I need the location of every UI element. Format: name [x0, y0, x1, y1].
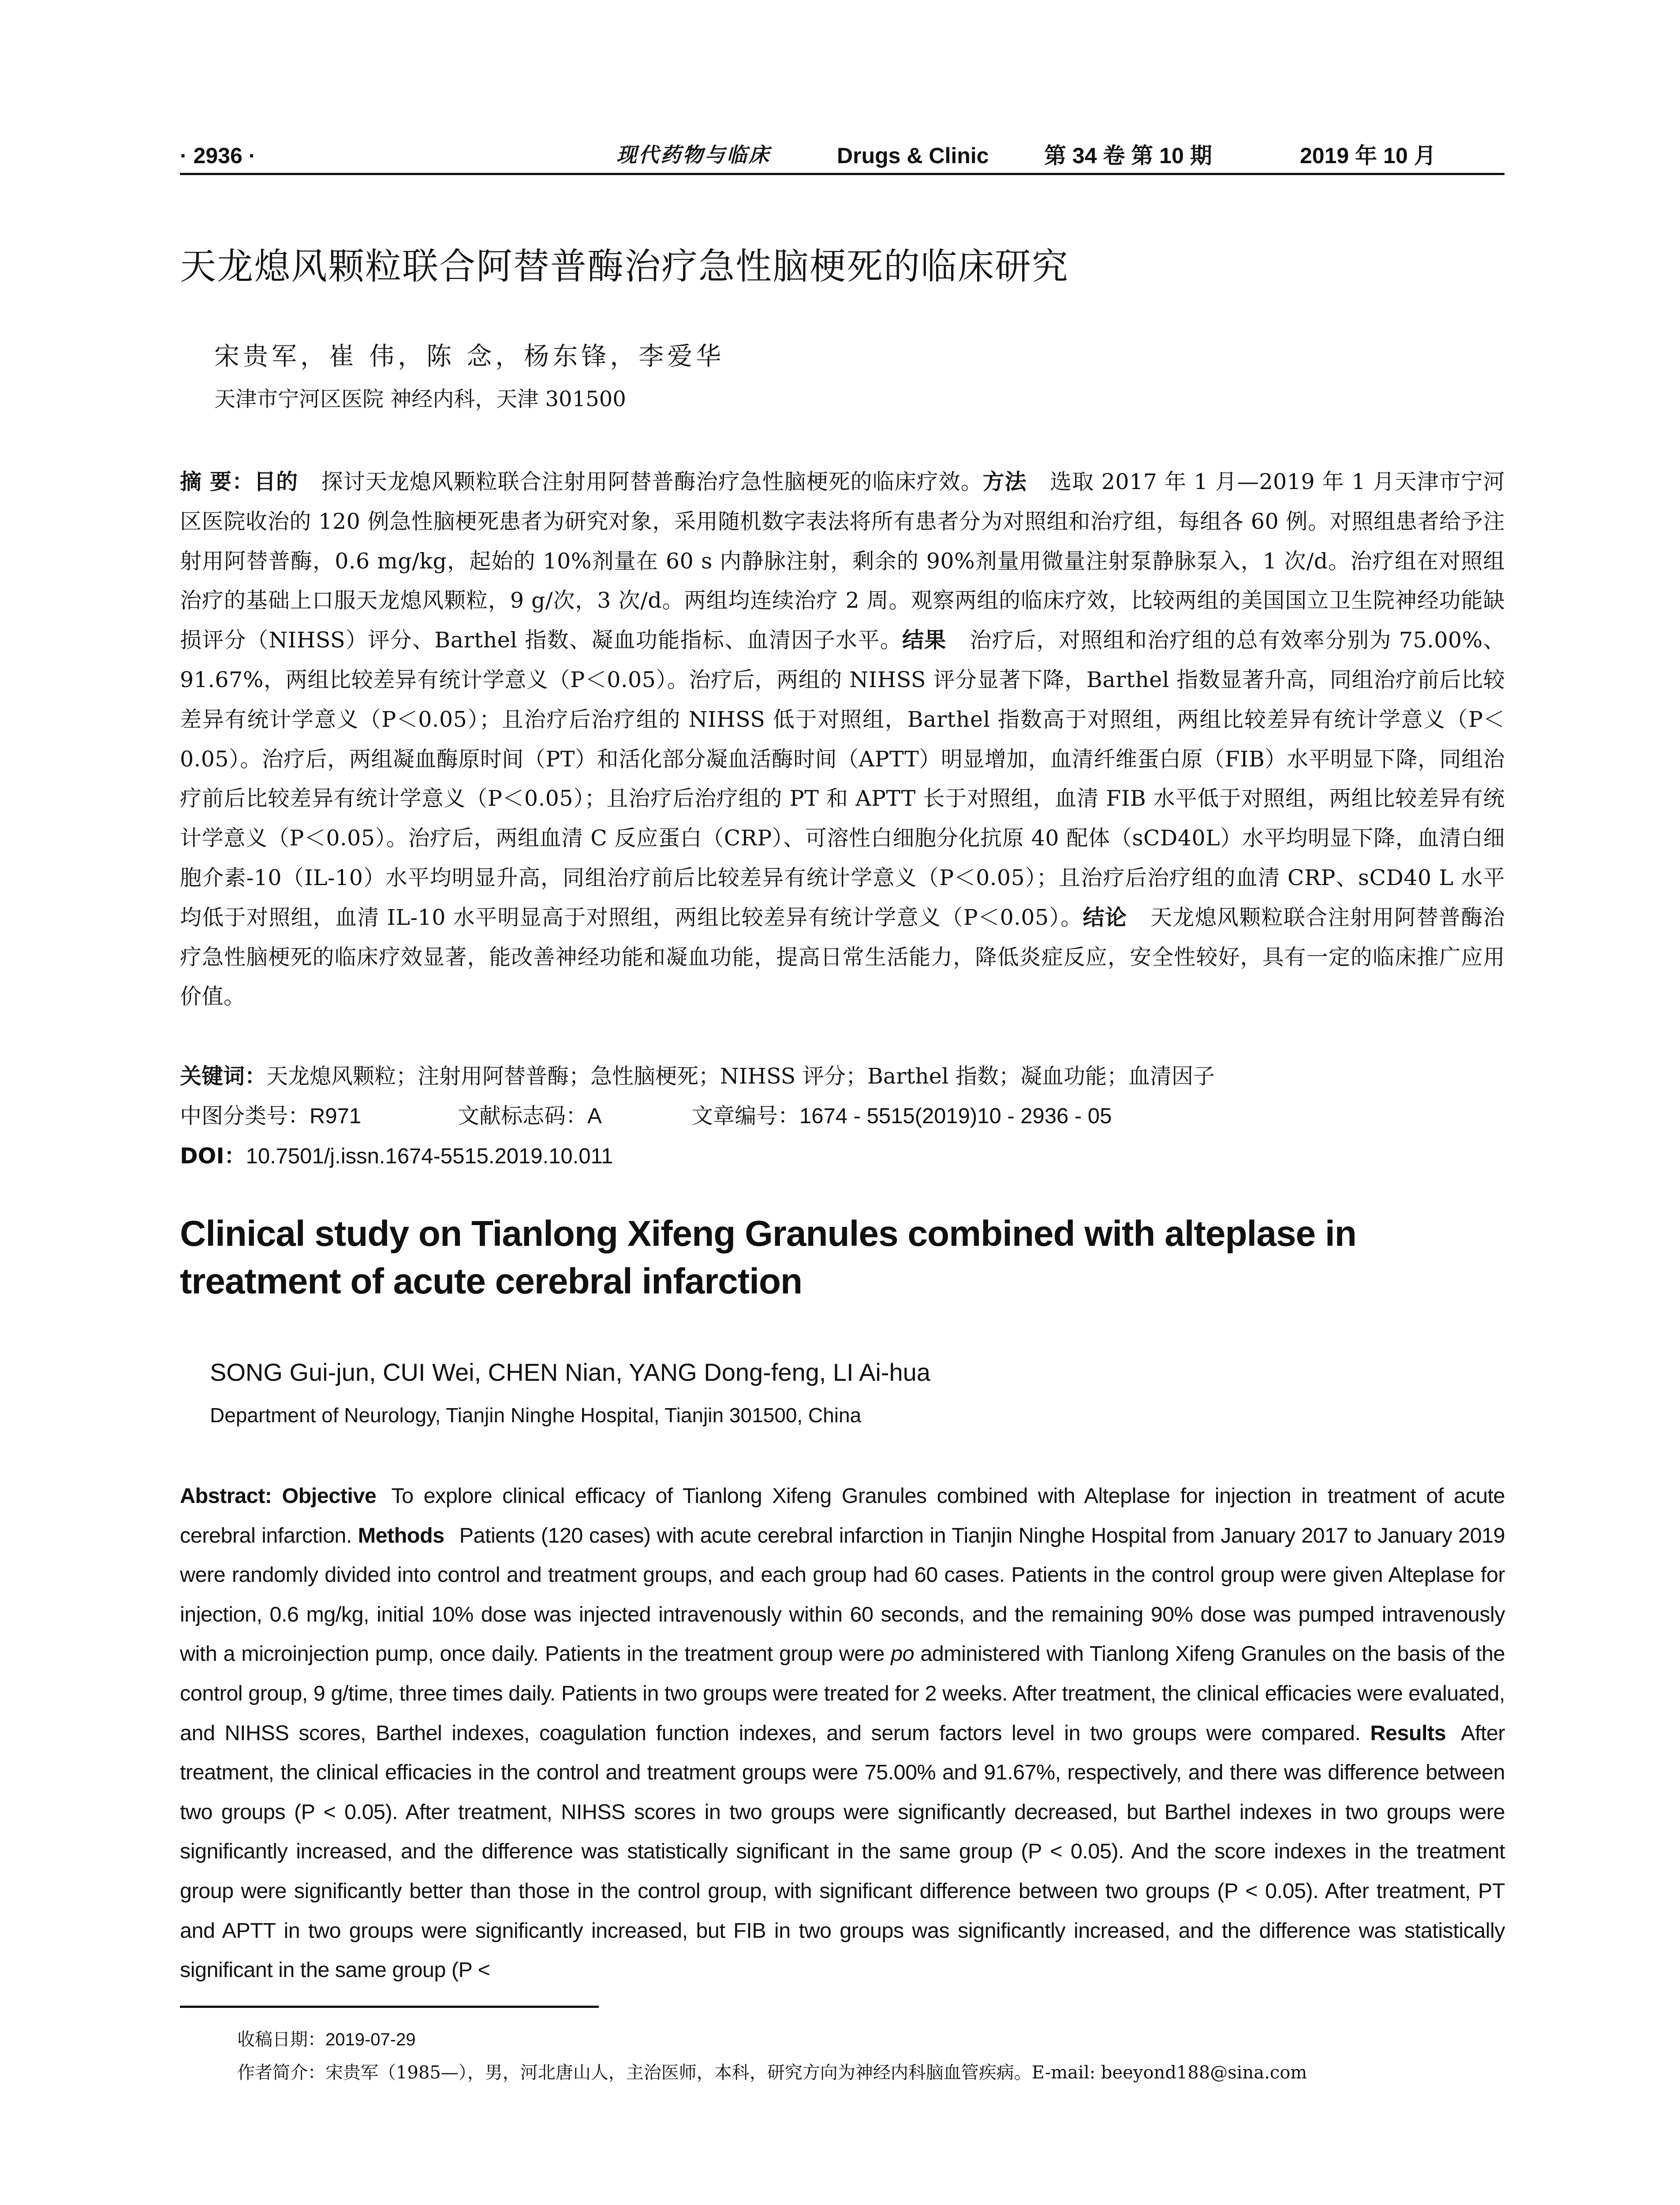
classification-row: [180, 1096, 1505, 1136]
received-date-label: 收稿日期：: [237, 2029, 325, 2050]
methods-label-cn: 方法: [982, 469, 1027, 494]
article-metadata: [180, 1057, 1505, 1176]
results-label-en: Results: [1370, 1721, 1446, 1745]
journal-name-en: Drugs & Clinic: [837, 143, 989, 168]
doi-value[interactable]: 10.7501/j.issn.1674-5515.2019.10.011: [246, 1144, 613, 1168]
clc-label: 中图分类号：: [180, 1103, 310, 1129]
page-number: · 2936 ·: [180, 143, 256, 168]
document-code-field: [458, 1096, 691, 1136]
keywords-label-cn: 关键词：: [180, 1064, 267, 1089]
document-code-value: A: [587, 1104, 602, 1128]
footnotes: [237, 2023, 1503, 2089]
volume-issue: 第 34 卷 第 10 期: [1044, 143, 1212, 168]
received-date-row: [237, 2023, 1503, 2056]
article-title-en: Clinical study on Tianlong Xifeng Granules combined with alteplase in treatment of acute cerebral infarction: [180, 1214, 1356, 1301]
methods-po-term: po: [891, 1642, 915, 1666]
keywords-row-cn: [180, 1057, 1505, 1096]
clc-field: [180, 1096, 458, 1136]
affiliation-en: Department of Neurology, Tianjin Ninghe Hospital, Tianjin 301500, China: [210, 1404, 862, 1427]
affiliation-cn: 天津市宁河区医院 神经内科，天津 301500: [214, 387, 626, 411]
author-list-cn: 宋贵军，崔 伟，陈 念，杨东锋，李爱华: [214, 342, 725, 371]
objective-label-en: Objective: [282, 1484, 377, 1508]
results-text-cn: 治疗后，对照组和治疗组的总有效率分别为 75.00%、91.67%，两组比较差异有统计学意义（P＜0.05）。治疗后，两组的 NIHSS 评分显著下降，Barthel 指数显著升高，同组治疗前后比较差异有统计学意义（P＜0.05）；且治疗后治疗组的 NIHSS 低于对照组，Barthel 指数高于对照组，两组比较差异有统计学意义（P＜0.05）。治疗后，两组凝血酶原时间（PT）和活化部分凝血活酶时间（APTT）明显增加，血清纤维蛋白原（FIB）水平明显下降，同组治疗前后比较差异有统计学意义（P＜0.05）；且治疗后治疗组的 PT 和 APTT 长于对照组，血清 FIB 水平低于对照组，两组比较差异有统计学意义（P＜0.05）。治疗后，两组血清 C 反应蛋白（CRP）、可溶性白细胞分化抗原 40 配体（sCD40L）水平均明显下降，血清白细胞介素-10（IL-10）水平均明显升高，同组治疗前后比较差异有统计学意义（P＜0.05）；且治疗后治疗组的血清 CRP、sCD40 L 水平均低于对照组，血清 IL-10 水平明显高于对照组，两组比较差异有统计学意义（P＜0.05）。: [180, 628, 1505, 930]
author-bio-text: 宋贵军（1985—），男，河北唐山人，主治医师，本科，研究方向为神经内科脑血管疾病。E-mail: beeyond188@sina.com: [325, 2063, 1307, 2083]
abstract-en: [180, 1476, 1505, 1990]
abstract-cn: [180, 462, 1505, 1017]
methods-text-cn: 选取 2017 年 1 月—2019 年 1 月天津市宁河区医院收治的 120 例急性脑梗死患者为研究对象，采用随机数字表法将所有患者分为对照组和治疗组，每组各 60 例。对照组患者给予注射用阿替普酶，0.6 mg/kg，起始的 10%剂量在 60 s 内静脉注射，剩余的 90%剂量用微量注射泵静脉泵入，1 次/d。治疗组在对照组治疗的基础上口服天龙熄风颗粒，9 g/次，3 次/d。两组均连续治疗 2 周。观察两组的临床疗效，比较两组的美国国立卫生院神经功能缺损评分（NIHSS）评分、Barthel 指数、凝血功能指标、血清因子水平。: [180, 469, 1505, 653]
doi-label: DOI：: [180, 1143, 246, 1169]
document-code-label: 文献标志码：: [458, 1103, 588, 1129]
article-number-field: [691, 1096, 1112, 1136]
methods-text-en-part-2: administered with Tianlong Xifeng Granules on the basis of the control group, 9 g/time, three times daily. Patients in two groups were treated for 2 weeks. After treatment, the clinical efficacies were evaluated, and NIHSS scores, Barthel indexes, coagulation function indexes, and serum factors level in two groups were compared.: [180, 1642, 1505, 1745]
author-bio-label: 作者简介：: [237, 2063, 325, 2083]
abstract-label-cn: 摘 要：: [180, 469, 254, 494]
article-number-label: 文章编号：: [691, 1103, 800, 1129]
objective-text-cn: 探讨天龙熄风颗粒联合注射用阿替普酶治疗急性脑梗死的临床疗效。: [321, 469, 983, 494]
results-label-cn: 结果: [902, 628, 947, 653]
conclusion-label-cn: 结论: [1083, 904, 1127, 930]
doi-row: [180, 1136, 1505, 1177]
article-title-cn: 天龙熄风颗粒联合阿替普酶治疗急性脑梗死的临床研究: [180, 246, 1069, 288]
clc-value: R971: [310, 1104, 362, 1128]
results-text-en: After treatment, the clinical efficacies in the control and treatment groups were 75.00% and 91.67%, respectively, and there was difference between two groups (P < 0.05). After treatment, NIHSS scores in two groups were significantly decreased, but Barthel indexes in two groups were significantly increased, and the difference was statistically significant in the same group (P < 0.05). And the score indexes in the treatment group were significantly better than those in the control group, with significant difference between two groups (P < 0.05). After treatment, PT and APTT in two groups were significantly increased, but FIB in two groups was significantly increased, and the difference was statistically significant in the same group (P <: [180, 1721, 1505, 1982]
journal-name-cn: 现代药物与临床: [616, 143, 771, 167]
objective-label-cn: 目的: [254, 469, 299, 494]
keywords-text-cn: 天龙熄风颗粒；注射用阿替普酶；急性脑梗死；NIHSS 评分；Barthel 指数；凝血功能；血清因子: [266, 1064, 1215, 1089]
article-number-value: 1674 - 5515(2019)10 - 2936 - 05: [799, 1104, 1112, 1128]
methods-text-en-part-1: Patients (120 cases) with acute cerebral infarction in Tianjin Ninghe Hospital from January 2017 to January 2019 were randomly divided into control and treatment groups, and each group had 60 cases. Patients in the control group were given Alteplase for injection, 0.6 mg/kg, initial 10% dose was injected intravenously within 60 seconds, and the remaining 90% dose was pumped intravenously with a microinjection pump, once daily. Patients in the treatment group were: [180, 1523, 1505, 1666]
publication-date: 2019 年 10 月: [1300, 143, 1436, 168]
objective-text-en: To explore clinical efficacy of Tianlong Xifeng Granules combined with Alteplase for injection in treatment of acute cerebral infarction.: [180, 1484, 1505, 1547]
abstract-label-en: Abstract:: [180, 1484, 272, 1508]
running-header: [180, 132, 1505, 175]
conclusion-text-cn: 天龙熄风颗粒联合注射用阿替普酶治疗急性脑梗死的临床疗效显著，能改善神经功能和凝血功能，提高日常生活能力，降低炎症反应，安全性较好，具有一定的临床推广应用价值。: [180, 904, 1505, 1009]
author-list-en: SONG Gui-jun, CUI Wei, CHEN Nian, YANG Dong-feng, LI Ai-hua: [210, 1358, 930, 1386]
methods-label-en: Methods: [358, 1523, 444, 1547]
footnote-divider: [180, 2006, 599, 2008]
author-bio-row: [237, 2056, 1503, 2089]
received-date-value: 2019-07-29: [325, 2030, 416, 2049]
